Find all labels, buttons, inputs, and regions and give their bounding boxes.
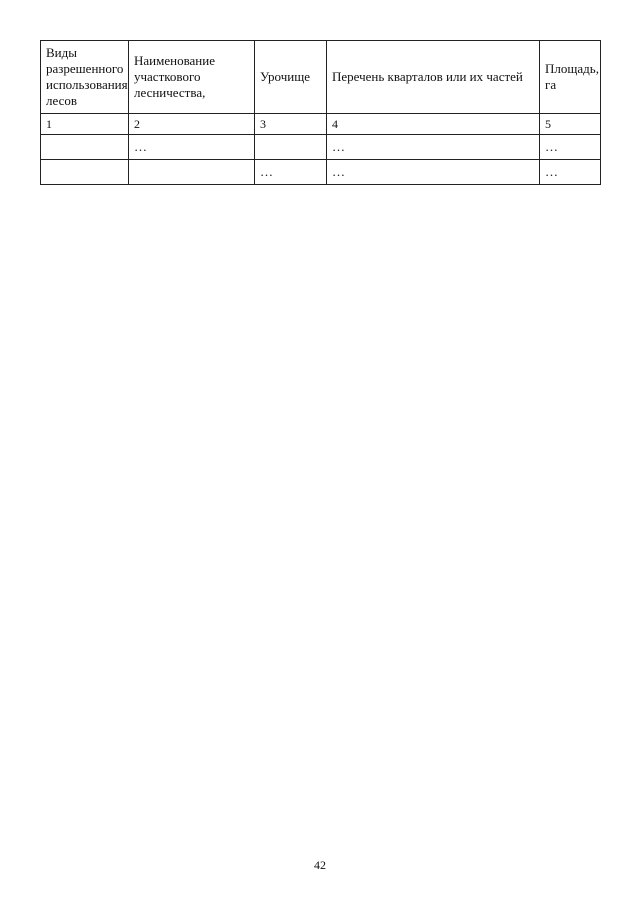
- column-number: 3: [255, 114, 327, 135]
- header-tract: Урочище: [255, 41, 327, 114]
- column-number-row: [41, 114, 601, 135]
- cell-area: …: [540, 135, 601, 160]
- cell-quarters: …: [327, 160, 540, 185]
- cell-tract: …: [255, 160, 327, 185]
- header-forest-use: Виды разрешенного использования лесов: [41, 41, 129, 114]
- table-row: [41, 135, 601, 160]
- cell-forestry: [129, 160, 255, 185]
- table-header-row: [41, 41, 601, 114]
- header-quarters: Перечень кварталов или их частей: [327, 41, 540, 114]
- column-number: 2: [129, 114, 255, 135]
- header-forestry: Наименование участкового лесничества,: [129, 41, 255, 114]
- cell-tract: [255, 135, 327, 160]
- forestry-table: [40, 40, 601, 185]
- document-sheet: [40, 40, 600, 185]
- cell-forest-use: [41, 135, 129, 160]
- cell-area: …: [540, 160, 601, 185]
- cell-quarters: …: [327, 135, 540, 160]
- header-area: Площадь, га: [540, 41, 601, 114]
- column-number: 5: [540, 114, 601, 135]
- column-number: 1: [41, 114, 129, 135]
- table-row: [41, 160, 601, 185]
- column-number: 4: [327, 114, 540, 135]
- cell-forestry: …: [129, 135, 255, 160]
- cell-forest-use: [41, 160, 129, 185]
- page-number: 42: [314, 858, 326, 872]
- table-body: [41, 135, 601, 185]
